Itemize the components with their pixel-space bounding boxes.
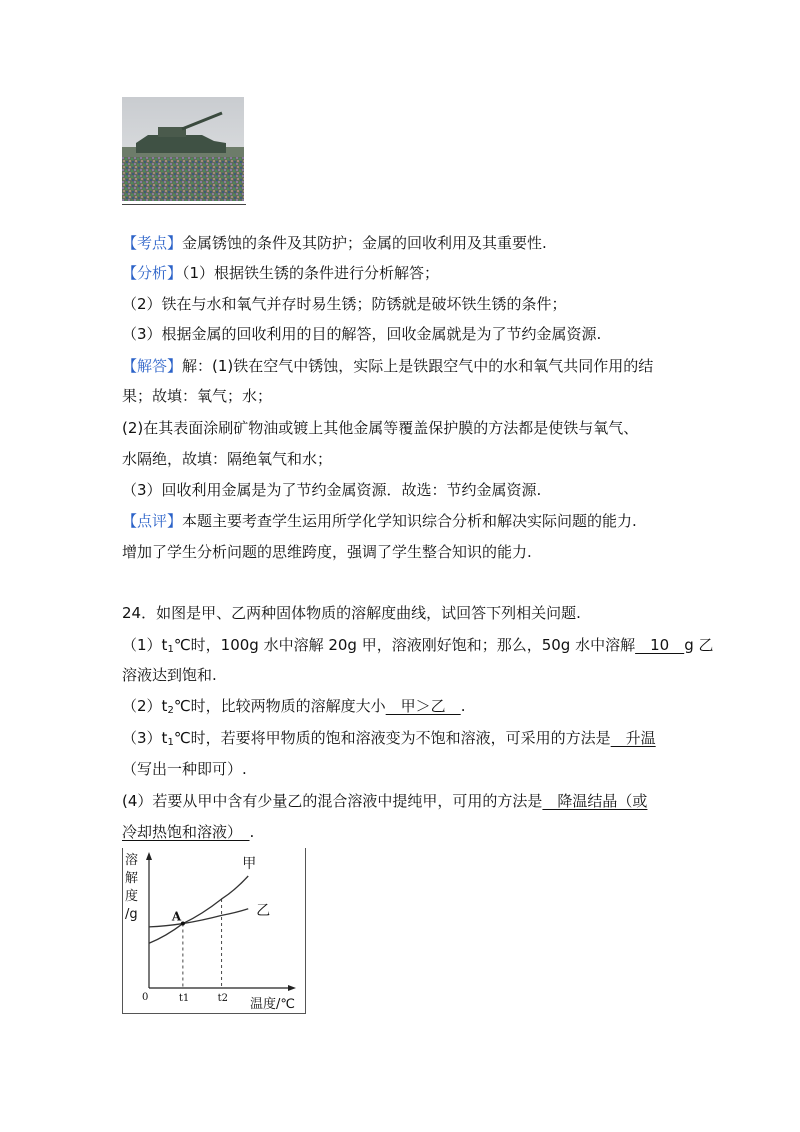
question-stem: 24．如图是甲、乙两种固体物质的溶解度曲线，试回答下列相关问题. [122,604,581,622]
dianping-text-a: 本题主要考查学生运用所学化学知识综合分析和解决实际问题的能力. [182,512,637,530]
question-1-line [122,634,714,656]
q3-subscript: 1 [167,737,174,748]
q1-answer: 10 [635,636,685,654]
q3-answer: 升温 [610,729,656,747]
tank-image [122,97,244,201]
q2-subscript: 2 [167,705,174,716]
q1-prefix: （1）t [122,636,168,654]
dianping-tag: 【点评】 [122,512,183,530]
jieda-text-1a: 解：(1)铁在空气中锈蚀，实际上是铁跟空气中的水和氧气共同作用的结 [182,357,654,375]
y-axis-arrow [146,852,152,860]
q1-suffix: g 乙 [684,636,714,654]
q3-text: ℃时，若要将甲物质的饱和溶液变为不饱和溶液，可采用的方法是 [173,729,611,747]
jieda-tag: 【解答】 [122,357,183,375]
x-axis-label: 温度/℃ [250,997,295,1012]
question-4-line [122,790,647,812]
kaodian-text: 金属锈蚀的条件及其防护；金属的回收利用及其重要性. [182,234,547,252]
fenxi-line [122,262,439,284]
guide-lines [171,899,222,988]
q4-suffix: . [249,823,255,841]
fenxi-tag: 【分析】 [122,264,183,282]
q2-suffix: . [460,697,466,715]
jieda-text-2a: (2)在其表面涂刷矿物油或镀上其他金属等覆盖保护膜的方法都是使铁与氧气、 [122,419,639,437]
y-axis-label-text: 溶解度/g [125,853,139,922]
q4-text: (4）若要从甲中含有少量乙的混合溶液中提纯甲，可用的方法是 [122,792,543,810]
q1-text: ℃时，100g 水中溶解 20g 甲，溶液刚好饱和；那么，50g 水中溶解 [173,636,636,654]
dianping-text-b: 增加了学生分析问题的思维跨度，强调了学生整合知识的能力. [122,543,532,561]
point-a-marker [181,922,185,926]
q2-text: ℃时，比较两物质的溶解度大小 [173,697,386,715]
fenxi-text-3: （3）根据金属的回收利用的目的解答，回收金属就是为了节约金属资源. [122,325,602,343]
jieda-text-1b: 果；故填：氧气；水； [122,387,273,405]
tank-photo [122,97,244,201]
x-tick-t2: t2 [217,993,228,1004]
photo-underline [122,204,246,205]
question-4-line2 [122,821,254,843]
question-3-line2: （写出一种即可）. [122,760,247,778]
series-label-jia: 甲 [242,856,257,872]
fenxi-text-1: （1）根据铁生锈的条件进行分析解答； [182,264,440,282]
series-line-jia [149,876,248,943]
q2-prefix: （2）t [122,697,168,715]
kaodian-tag: 【考点】 [122,234,183,252]
q4-answer-a: 降温结晶（或 [542,792,648,810]
q3-prefix: （3）t [122,729,168,747]
solubility-chart-svg [122,848,306,1014]
q4-answer-b: 冷却热饱和溶液） [122,823,250,841]
dianping-line [122,510,637,532]
jieda-text-2b: 水隔绝，故填：隔绝氧气和水； [122,450,333,468]
origin-label: 0 [142,992,149,1003]
series-label-yi: 乙 [256,902,271,919]
kaodian-line [122,232,547,254]
x-tick-t1: t1 [178,993,190,1004]
jieda-text-3: （3）回收利用金属是为了节约金属资源．故选：节约金属资源. [122,481,542,499]
point-a-label: A [171,909,182,924]
x-axis-arrow [288,985,296,991]
y-axis-label [125,852,138,922]
q2-answer: 甲＞乙 [385,697,461,715]
question-3-line [122,727,656,749]
solubility-chart [122,848,306,1014]
x-tick-labels [179,993,228,1004]
series-group [149,856,270,943]
jieda-line [122,355,653,377]
fenxi-text-2: （2）铁在与水和氧气并存时易生锈；防锈就是破坏铁生锈的条件； [122,295,567,313]
question-1-line2: 溶液达到饱和. [122,666,217,684]
q1-subscript: 1 [167,644,174,655]
question-2-line [122,695,465,717]
series-line-yi [149,909,248,927]
